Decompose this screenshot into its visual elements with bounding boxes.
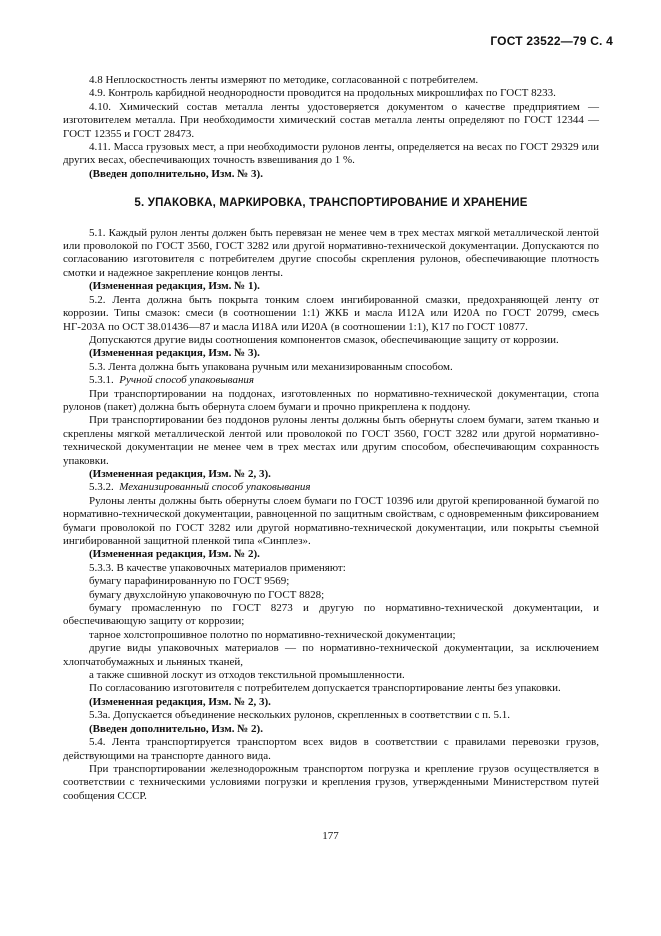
amendment-note: (Введен дополнительно, Изм. № 3).: [89, 167, 263, 180]
section-title: 5. УПАКОВКА, МАРКИРОВКА, ТРАНСПОРТИРОВАНИЕ И ХРАНЕНИЕ: [134, 197, 528, 210]
amendment-note: (Измененная редакция, Изм. № 3).: [89, 347, 260, 360]
subsection-title: Механизированный способ упаковывания: [119, 481, 311, 494]
paragraph: 5.4. Лента транспортируется транспортом всех видов в соответствии с правилами перевозки грузов, действующими на транспорте данного вида.: [63, 736, 599, 762]
subsection-heading: [63, 374, 599, 387]
amendment-note: (Измененная редакция, Изм. № 2, 3).: [89, 695, 271, 708]
paragraph: По согласованию изготовителя с потребителем допускается транспортирование ленты без упаковки.: [89, 682, 561, 695]
paragraph: При транспортировании на поддонах, изготовленных по нормативно-технической документации, стопа рулонов (пакет) должна быть обернута слоем бумаги и прочно прикреплена к поддону.: [63, 387, 599, 413]
paragraph: другие виды упаковочных материалов — по нормативно-технической документации, за исключением хлопчатобумажных и льняных тканей,: [63, 642, 599, 668]
subsection-number: 5.3.1.: [89, 374, 114, 387]
amendment-note: (Измененная редакция, Изм. № 2).: [89, 548, 260, 561]
paragraph: тарное холстопрошивное полотно по нормативно-технической документации;: [89, 628, 456, 641]
paragraph: 4.10. Химический состав металла ленты удостоверяется документом о качестве предприятием — изготовителем металла. При необходимости химический состав металла ленты определяют по ГОСТ 12344 — ГОСТ 12355 и ГОСТ 28473.: [63, 100, 599, 140]
document-body: [63, 74, 599, 803]
amendment-note: (Измененная редакция, Изм. № 1).: [89, 280, 260, 293]
paragraph: бумагу промасленную по ГОСТ 8273 и другую по нормативно-технической документации, и обеспечивающую защиту от коррозии;: [63, 602, 599, 628]
subsection-title: Ручной способ упаковывания: [119, 374, 255, 387]
paragraph: 5.1. Каждый рулон ленты должен быть перевязан не менее чем в трех местах мягкой металлической лентой или проволокой по ГОСТ 3560, ГОСТ 3282 или другой нормативно-технической документации. Допускаются по согласованию изготовителя с потребителем другие способы скрепления рулонов, обеспечивающие плотность смотки и надежное закрепление концов ленты.: [63, 226, 599, 279]
paragraph: а также сшивной лоскут из отходов текстильной промышленности.: [89, 669, 405, 682]
paragraph: бумагу двухслойную упаковочную по ГОСТ 8828;: [89, 588, 325, 601]
subsection-heading: [63, 481, 599, 494]
paragraph: 5.2. Лента должна быть покрыта тонким слоем ингибированной смазки, предохраняющей ленту от коррозии. Типы смазок: смеси (в соотношении 1:1) ЖКБ и масла И12А или И20А по ГОСТ 20799, смесь НГ-203А по ОСТ 38.01436—87 и масла И18А или И20А (в соотношении 1:1), К17 по ГОСТ 10877.: [63, 293, 599, 333]
page-header: ГОСТ 23522—79 С. 4: [490, 34, 613, 48]
paragraph: 5.3.3. В качестве упаковочных материалов применяют:: [89, 561, 346, 574]
amendment-note: (Измененная редакция, Изм. № 2, 3).: [89, 467, 271, 480]
page-number: 177: [322, 830, 339, 842]
paragraph: 5.3а. Допускается объединение нескольких рулонов, скрепленных в соответствии с п. 5.1.: [89, 709, 511, 722]
paragraph: 4.9. Контроль карбидной неоднородности проводится на продольных микрошлифах по ГОСТ 8233.: [89, 87, 556, 100]
subsection-number: 5.3.2.: [89, 481, 114, 494]
paragraph: 4.11. Масса грузовых мест, а при необходимости рулонов ленты, определяется на весах по ГОСТ 29329 или других весах, обеспечивающих точность взвешивания до 1 %.: [63, 141, 599, 167]
paragraph: Рулоны ленты должны быть обернуты слоем бумаги по ГОСТ 10396 или другой крепированной бумагой по нормативно-технической документации, равноценной по защитным свойствам, с одновременным фиксированием бумаги проволокой по ГОСТ 3282 или другой нормативно-технической документации, или покрыты съемной ингибированной защитной пленкой типа «Синплез».: [63, 494, 599, 547]
paragraph: При транспортировании железнодорожным транспортом погрузка и крепление грузов осуществляется в соответствии с техническими условиями погрузки и крепления грузов, утвержденными Министерством путей сообщения СССР.: [63, 762, 599, 802]
paragraph: 5.3. Лента должна быть упакована ручным или механизированным способом.: [89, 360, 453, 373]
paragraph: 4.8 Неплоскостность ленты измеряют по методике, согласованной с потребителем.: [89, 74, 479, 86]
paragraph: Допускаются другие виды соотношения компонентов смазок, обеспечивающие защиту от коррозии.: [89, 333, 559, 346]
paragraph: При транспортировании без поддонов рулоны ленты должны быть обернуты слоем бумаги, затем тканью и скреплены мягкой металлической лентой или проволокой по ГОСТ 3560, ГОСТ 3282 или другой нормативно-технической документации не менее чем в трех местах или другим способом, обеспечивающим сохранность упаковки.: [63, 414, 599, 467]
amendment-note: (Введен дополнительно, Изм. № 2).: [89, 722, 263, 735]
paragraph: бумагу парафинированную по ГОСТ 9569;: [89, 575, 290, 588]
